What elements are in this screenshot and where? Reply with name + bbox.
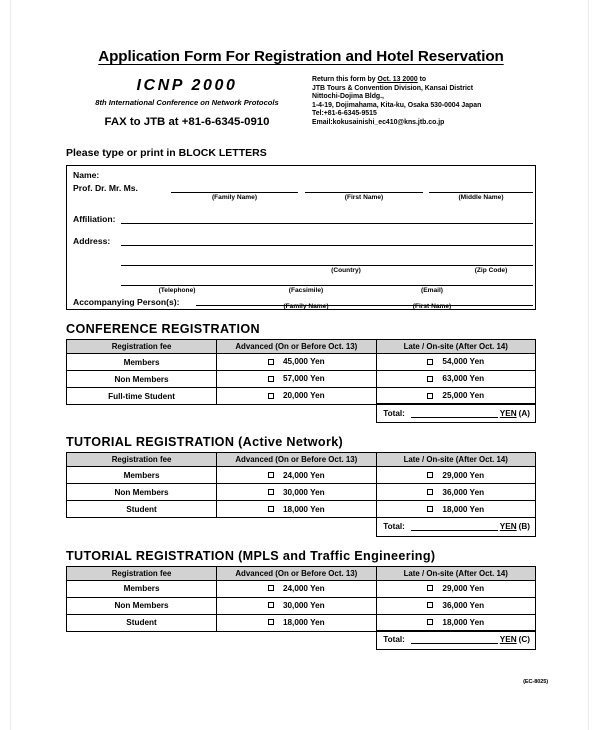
table-header-row — [67, 340, 536, 354]
table-header-row — [67, 453, 536, 467]
caption-accompanying-first-name: (First Name) — [412, 303, 452, 310]
accompanying-label: Accompanying Person(s): — [73, 297, 180, 307]
return-address-line-3: Nittochi-Dojima Bldg., — [312, 93, 384, 101]
advanced-fee-cell — [217, 597, 376, 614]
caption-zip-code: (Zip Code) — [474, 267, 508, 274]
address-input-line-1[interactable] — [121, 245, 533, 246]
advanced-fee-checkbox[interactable] — [268, 506, 274, 512]
late-fee-checkbox[interactable] — [427, 472, 433, 478]
late-fee-option[interactable] — [427, 601, 484, 610]
form-code: (EC-8025) — [523, 679, 548, 685]
total-amount-input[interactable] — [411, 635, 498, 644]
fee-category-cell: Student — [67, 501, 217, 518]
return-address-block — [308, 75, 536, 128]
table-row — [67, 354, 536, 371]
late-fee-checkbox[interactable] — [427, 359, 433, 365]
advanced-fee-amount: 24,000 Yen — [282, 583, 325, 593]
page-title: Application Form For Registration and Hotel Reservation — [98, 48, 504, 65]
middle-name-input[interactable] — [429, 192, 533, 193]
advanced-fee-checkbox[interactable] — [268, 376, 274, 382]
total-row-wrapper — [66, 517, 536, 537]
caption-middle-name: (Middle Name) — [458, 194, 504, 201]
table-header-row — [67, 566, 536, 580]
late-fee-amount: 36,000 Yen — [442, 487, 485, 497]
advanced-fee-option[interactable] — [268, 505, 325, 514]
section-heading: TUTORIAL REGISTRATION (Active Network) — [66, 435, 344, 450]
total-row-wrapper — [66, 630, 536, 650]
table-row — [67, 614, 536, 631]
total-label: Total: — [383, 522, 405, 532]
caption-email: (Email) — [421, 287, 443, 294]
fee-table — [66, 339, 536, 405]
late-fee-cell — [376, 501, 535, 518]
title-label: Prof. Dr. Mr. Ms. — [73, 183, 138, 193]
late-fee-amount: 29,000 Yen — [442, 470, 485, 480]
advanced-fee-checkbox[interactable] — [268, 472, 274, 478]
total-currency-label: YEN — [499, 635, 517, 645]
form-sheet — [66, 48, 536, 650]
fee-category-cell: Non Members — [67, 484, 217, 501]
late-fee-option[interactable] — [427, 391, 484, 400]
late-fee-option[interactable] — [427, 505, 484, 514]
advanced-fee-cell — [217, 484, 376, 501]
table-row — [67, 501, 536, 518]
advanced-fee-option[interactable] — [268, 357, 325, 366]
page-edge-right — [588, 0, 589, 730]
column-header-registration-fee: Registration fee — [67, 340, 217, 354]
advanced-fee-checkbox[interactable] — [268, 602, 274, 608]
first-name-input[interactable] — [305, 192, 423, 193]
late-fee-amount: 63,000 Yen — [442, 374, 485, 384]
conference-subtitle: 8th International Conference on Network Protocols — [95, 98, 279, 107]
contact-input-line[interactable] — [121, 285, 533, 286]
advanced-fee-checkbox[interactable] — [268, 489, 274, 495]
late-fee-cell — [376, 467, 535, 484]
late-fee-amount: 36,000 Yen — [442, 600, 485, 610]
total-amount-input[interactable] — [411, 522, 498, 531]
fax-instruction: FAX to JTB at +81-6-6345-0910 — [104, 116, 270, 128]
table-row — [67, 371, 536, 388]
caption-family-name: (Family Name) — [211, 194, 258, 201]
total-reference-label: (A) — [518, 408, 530, 418]
late-fee-option[interactable] — [427, 374, 484, 383]
advanced-fee-checkbox[interactable] — [268, 585, 274, 591]
advanced-fee-checkbox[interactable] — [268, 359, 274, 365]
advanced-fee-amount: 30,000 Yen — [282, 600, 325, 610]
column-header-advanced: Advanced (On or Before Oct. 13) — [217, 566, 376, 580]
registration-section — [66, 322, 536, 423]
fee-category-cell: Full-time Student — [67, 388, 217, 405]
header-row — [66, 75, 536, 128]
advanced-fee-option[interactable] — [268, 374, 325, 383]
return-deadline-line — [312, 76, 536, 85]
late-fee-cell — [376, 580, 535, 597]
total-currency-label: YEN — [499, 522, 517, 532]
advanced-fee-option[interactable] — [268, 488, 325, 497]
late-fee-checkbox[interactable] — [427, 602, 433, 608]
caption-telephone: (Telephone) — [158, 287, 196, 294]
advanced-fee-amount: 45,000 Yen — [282, 357, 325, 367]
column-header-advanced: Advanced (On or Before Oct. 13) — [217, 453, 376, 467]
return-address-tel: Tel:+81-6-6345-9515 — [312, 110, 377, 118]
total-currency-label: YEN — [499, 408, 517, 418]
advanced-fee-amount: 57,000 Yen — [282, 374, 325, 384]
late-fee-checkbox[interactable] — [427, 619, 433, 625]
advanced-fee-option[interactable] — [268, 391, 325, 400]
column-header-late: Late / On-site (After Oct. 14) — [376, 453, 535, 467]
registration-section — [66, 549, 536, 650]
late-fee-option[interactable] — [427, 471, 484, 480]
fee-category-cell: Members — [67, 467, 217, 484]
caption-accompanying-family-name: (Family Name) — [283, 303, 329, 310]
accompanying-person-input[interactable] — [196, 305, 533, 306]
late-fee-amount: 18,000 Yen — [442, 617, 485, 627]
late-fee-checkbox[interactable] — [427, 376, 433, 382]
advanced-fee-amount: 20,000 Yen — [282, 391, 325, 401]
advanced-fee-cell — [217, 354, 376, 371]
late-fee-cell — [376, 371, 535, 388]
advanced-fee-checkbox[interactable] — [268, 393, 274, 399]
column-header-registration-fee: Registration fee — [67, 453, 217, 467]
caption-facsimile: (Facsimile) — [288, 287, 324, 294]
fee-table — [66, 452, 536, 518]
column-header-late: Late / On-site (After Oct. 14) — [376, 340, 535, 354]
registration-section — [66, 435, 536, 536]
advanced-fee-amount: 18,000 Yen — [282, 617, 325, 627]
fee-category-cell: Members — [67, 580, 217, 597]
fee-category-cell: Non Members — [67, 371, 217, 388]
return-deadline-suffix: to — [417, 76, 427, 83]
total-box — [376, 630, 536, 650]
late-fee-checkbox[interactable] — [427, 506, 433, 512]
late-fee-option[interactable] — [427, 488, 484, 497]
late-fee-checkbox[interactable] — [427, 393, 433, 399]
total-box — [376, 403, 536, 423]
late-fee-amount: 29,000 Yen — [442, 583, 485, 593]
block-letters-instruction: Please type or print in BLOCK LETTERS — [66, 147, 267, 159]
page-edge-left — [10, 0, 11, 730]
late-fee-amount: 54,000 Yen — [442, 357, 485, 367]
registration-sections — [66, 322, 536, 650]
total-box — [376, 517, 536, 537]
fee-category-cell: Non Members — [67, 597, 217, 614]
table-row — [67, 467, 536, 484]
table-row — [67, 484, 536, 501]
return-address-email: Email:kokusainishi_ec410@kns.jtb.co.jp — [312, 118, 445, 126]
header-left-block — [66, 75, 308, 128]
return-address-line-4: 1-4-19, Dojimahama, Kita-ku, Osaka 530-0004 Japan — [312, 101, 482, 109]
late-fee-option[interactable] — [427, 584, 484, 593]
late-fee-amount: 18,000 Yen — [442, 504, 485, 514]
fee-category-cell: Members — [67, 354, 217, 371]
family-name-input[interactable] — [171, 192, 298, 193]
advanced-fee-cell — [217, 371, 376, 388]
address-input-line-2[interactable] — [121, 265, 533, 266]
caption-country: (Country) — [331, 267, 361, 274]
total-reference-label: (B) — [518, 522, 530, 532]
column-header-late: Late / On-site (After Oct. 14) — [376, 566, 535, 580]
late-fee-cell — [376, 354, 535, 371]
advanced-fee-option[interactable] — [268, 618, 325, 627]
section-heading: CONFERENCE REGISTRATION — [66, 322, 260, 336]
advanced-fee-amount: 18,000 Yen — [282, 504, 325, 514]
advanced-fee-option[interactable] — [268, 601, 325, 610]
total-label: Total: — [383, 635, 405, 645]
advanced-fee-cell — [217, 580, 376, 597]
conference-name: ICNP 2000 — [136, 77, 238, 94]
total-row-wrapper — [66, 403, 536, 423]
late-fee-checkbox[interactable] — [427, 585, 433, 591]
advanced-fee-amount: 30,000 Yen — [282, 487, 325, 497]
fee-table — [66, 566, 536, 632]
late-fee-cell — [376, 484, 535, 501]
advanced-fee-cell — [217, 388, 376, 405]
table-row — [67, 580, 536, 597]
late-fee-amount: 25,000 Yen — [442, 391, 485, 401]
total-label: Total: — [383, 408, 405, 418]
late-fee-checkbox[interactable] — [427, 489, 433, 495]
affiliation-label: Affiliation: — [73, 214, 116, 224]
section-heading: TUTORIAL REGISTRATION (MPLS and Traffic Engineering) — [66, 548, 436, 563]
total-reference-label: (C) — [518, 635, 530, 645]
column-header-advanced: Advanced (On or Before Oct. 13) — [217, 340, 376, 354]
advanced-fee-cell — [217, 467, 376, 484]
fee-category-cell: Student — [67, 614, 217, 631]
column-header-registration-fee: Registration fee — [67, 566, 217, 580]
advanced-fee-cell — [217, 501, 376, 518]
return-deadline-date: Oct. 13 2000 — [377, 76, 418, 83]
table-row — [67, 388, 536, 405]
advanced-fee-option[interactable] — [268, 471, 325, 480]
table-row — [67, 597, 536, 614]
total-amount-input[interactable] — [411, 409, 498, 418]
affiliation-input[interactable] — [121, 223, 533, 224]
late-fee-cell — [376, 614, 535, 631]
late-fee-cell — [376, 388, 535, 405]
advanced-fee-cell — [217, 614, 376, 631]
late-fee-option[interactable] — [427, 618, 484, 627]
late-fee-option[interactable] — [427, 357, 484, 366]
advanced-fee-amount: 24,000 Yen — [282, 470, 325, 480]
name-label: Name: — [73, 170, 100, 180]
late-fee-cell — [376, 597, 535, 614]
address-label: Address: — [73, 236, 111, 246]
caption-first-name: (First Name) — [344, 194, 384, 201]
return-deadline-prefix: Return this form by — [312, 76, 378, 83]
advanced-fee-checkbox[interactable] — [268, 619, 274, 625]
advanced-fee-option[interactable] — [268, 584, 325, 593]
return-address-line-2: JTB Tours & Convention Division, Kansai District — [312, 84, 474, 92]
personal-info-box — [66, 165, 536, 310]
